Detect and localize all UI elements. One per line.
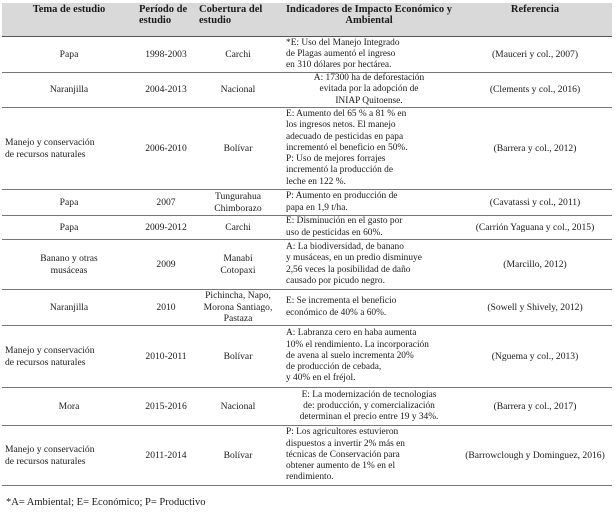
cell-periodo: 2010-2011 bbox=[136, 326, 196, 388]
cell-indicadores: P: Aumento en producción de papa en 1,9 t/ha. bbox=[280, 190, 458, 216]
table-row bbox=[2, 108, 612, 190]
cell-referencia: (Cavatassi y col., 2011) bbox=[458, 190, 612, 216]
cell-cobertura: Nacional bbox=[196, 388, 280, 426]
cell-cobertura: Tungurahua Chimborazo bbox=[196, 190, 280, 216]
header-indicadores: Indicadores de Impacto Económico y Ambiental bbox=[280, 3, 458, 37]
cell-referencia: (Barrera y col., 2012) bbox=[458, 108, 612, 190]
cell-indicadores: *E: Uso del Manejo Integrado de Plagas aumentó el ingreso en 310 dólares por hectárea. bbox=[280, 37, 458, 73]
cell-referencia: (Nguema y col., 2013) bbox=[458, 326, 612, 388]
cell-cobertura: Nacional bbox=[196, 73, 280, 108]
footnote: *A= Ambiental; E= Económico; P= Productivo bbox=[6, 497, 206, 508]
cell-referencia: (Sowell y Shively, 2012) bbox=[458, 290, 612, 326]
table-row bbox=[2, 240, 612, 290]
table-row bbox=[2, 426, 612, 486]
cell-periodo: 1998-2003 bbox=[136, 37, 196, 73]
cell-cobertura: Carchi bbox=[196, 37, 280, 73]
cell-tema: Naranjilla bbox=[2, 73, 136, 108]
cell-tema: Naranjilla bbox=[2, 290, 136, 326]
cell-indicadores: E: La modernización de tecnologías de: producción, y comercialización determinan el precio entre 19 y 34%. bbox=[280, 388, 458, 426]
table-row bbox=[2, 388, 612, 426]
table-row bbox=[2, 290, 612, 326]
header-referencia: Referencia bbox=[458, 3, 612, 37]
cell-periodo: 2007 bbox=[136, 190, 196, 216]
table-row bbox=[2, 216, 612, 240]
cell-periodo: 2010 bbox=[136, 290, 196, 326]
cell-cobertura: Bolívar bbox=[196, 326, 280, 388]
cell-periodo: 2006-2010 bbox=[136, 108, 196, 190]
cell-periodo: 2009-2012 bbox=[136, 216, 196, 240]
cell-referencia: (Carrión Yaguana y col., 2015) bbox=[458, 216, 612, 240]
table-row bbox=[2, 73, 612, 108]
table-row bbox=[2, 326, 612, 388]
cell-tema: Mora bbox=[2, 388, 136, 426]
header-row bbox=[2, 3, 612, 37]
cell-referencia: (Marcillo, 2012) bbox=[458, 240, 612, 290]
impact-table bbox=[2, 3, 612, 486]
cell-tema: Papa bbox=[2, 37, 136, 73]
cell-tema: Manejo y conservación de recursos naturales bbox=[2, 108, 136, 190]
table-row bbox=[2, 190, 612, 216]
cell-indicadores: A: 17300 ha de deforestación evitada por la adopción de INIAP Quitoense. bbox=[280, 73, 458, 108]
header-cobertura: Cobertura del estudio bbox=[196, 3, 280, 37]
cell-cobertura: Pichincha, Napo, Morona Santiago, Pastaza bbox=[196, 290, 280, 326]
cell-periodo: 2004-2013 bbox=[136, 73, 196, 108]
cell-indicadores: P: Los agricultores estuvieron dispuestos a invertir 2% más en técnicas de Conservación para obtener aumento de 1% en el rendimiento. bbox=[280, 426, 458, 486]
cell-referencia: (Barrowclough y Dominguez, 2016) bbox=[458, 426, 612, 486]
cell-tema: Manejo y conservación de recursos naturales bbox=[2, 326, 136, 388]
cell-tema: Papa bbox=[2, 190, 136, 216]
cell-tema: Papa bbox=[2, 216, 136, 240]
cell-referencia: (Clements y col., 2016) bbox=[458, 73, 612, 108]
cell-referencia: (Barrera y col., 2017) bbox=[458, 388, 612, 426]
table-row bbox=[2, 37, 612, 73]
cell-indicadores: A: Labranza cero en haba aumenta 10% el rendimiento. La incorporación de avena al suelo incrementa 20% de producción de cebada, y 40% en el fréjol. bbox=[280, 326, 458, 388]
cell-tema: Manejo y conservación de recursos naturales bbox=[2, 426, 136, 486]
cell-indicadores: A: La biodiversidad, de banano y musáceas, en un predio disminuye 2,56 veces la posibilidad de daño causado por picudo negro. bbox=[280, 240, 458, 290]
header-periodo: Período de estudio bbox=[136, 3, 196, 37]
cell-indicadores: E: Disminución en el gasto por uso de pesticidas en 60%. bbox=[280, 216, 458, 240]
cell-cobertura: Manabí Cotopaxi bbox=[196, 240, 280, 290]
cell-tema: Banano y otras musáceas bbox=[2, 240, 136, 290]
cell-periodo: 2009 bbox=[136, 240, 196, 290]
cell-indicadores: E: Se incrementa el beneficio económico de 40% a 60%. bbox=[280, 290, 458, 326]
cell-cobertura: Bolívar bbox=[196, 426, 280, 486]
cell-periodo: 2015-2016 bbox=[136, 388, 196, 426]
header-tema: Tema de estudio bbox=[2, 3, 136, 37]
cell-cobertura: Bolívar bbox=[196, 108, 280, 190]
cell-indicadores: E: Aumento del 65 % a 81 % en los ingresos netos. El manejo adecuado de pesticidas en papa incrementó el beneficio en 50%. P: Uso de mejores forrajes incrementó la producción de leche en 122 %. bbox=[280, 108, 458, 190]
cell-referencia: (Mauceri y col., 2007) bbox=[458, 37, 612, 73]
cell-periodo: 2011-2014 bbox=[136, 426, 196, 486]
cell-cobertura: Carchi bbox=[196, 216, 280, 240]
